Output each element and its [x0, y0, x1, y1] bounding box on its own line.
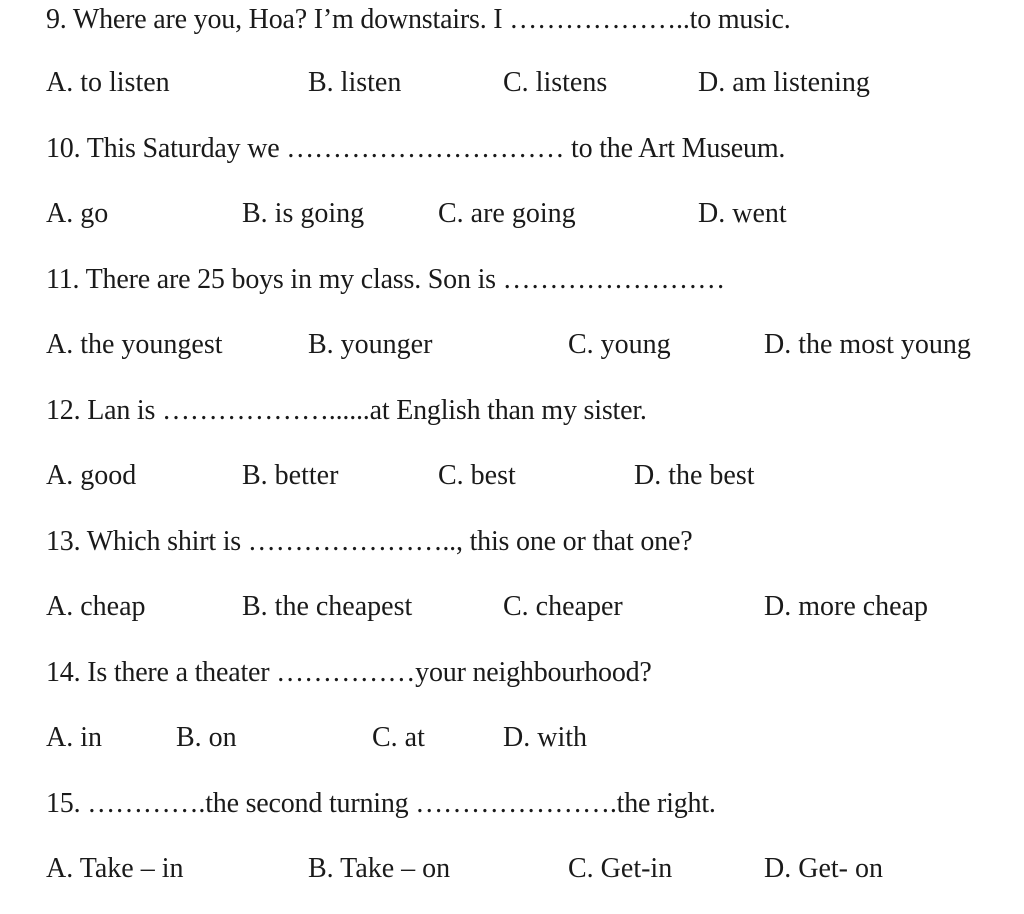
question-14	[0, 653, 1024, 693]
question-10-text: 10. This Saturday we ………………………… to the Art Museum.	[46, 133, 786, 164]
question-9	[0, 0, 1024, 40]
question-14-option-b: B. on	[176, 722, 237, 753]
question-9-option-a: A. to listen	[46, 67, 170, 98]
question-9-option-c: C. listens	[503, 67, 608, 98]
question-12	[0, 391, 1024, 431]
question-15-option-b: B. Take – on	[308, 853, 451, 884]
question-11-option-b: B. younger	[308, 329, 433, 360]
question-9-option-d: D. am listening	[698, 67, 870, 98]
question-13-option-c: C. cheaper	[503, 591, 623, 622]
question-13-text: 13. Which shirt is ………………….., this one or that one?	[46, 526, 693, 557]
question-15-option-a: A. Take – in	[46, 853, 184, 884]
question-14-option-a: A. in	[46, 722, 102, 753]
question-10-option-a: A. go	[46, 198, 109, 229]
question-14-option-c: C. at	[372, 722, 425, 753]
question-11-text: 11. There are 25 boys in my class. Son is ……………………	[46, 264, 726, 295]
question-13	[0, 522, 1024, 562]
question-14-option-d: D. with	[503, 722, 587, 753]
question-11-options	[0, 325, 1024, 365]
question-10-options	[0, 194, 1024, 234]
question-10-option-b: B. is going	[242, 198, 365, 229]
question-10-option-d: D. went	[698, 198, 787, 229]
question-12-option-d: D. the best	[634, 460, 755, 491]
question-15-options	[0, 849, 1024, 889]
question-15-option-d: D. Get- on	[764, 853, 883, 884]
question-12-option-c: C. best	[438, 460, 516, 491]
question-10-option-c: C. are going	[438, 198, 576, 229]
question-14-text: 14. Is there a theater ……………your neighbourhood?	[46, 657, 652, 688]
question-11	[0, 260, 1024, 300]
question-11-option-d: D. the most young	[764, 329, 971, 360]
question-12-option-b: B. better	[242, 460, 339, 491]
question-12-options	[0, 456, 1024, 496]
question-13-option-d: D. more cheap	[764, 591, 929, 622]
question-13-options	[0, 587, 1024, 627]
question-9-text: 9. Where are you, Hoa? I’m downstairs. I ………………..to music.	[46, 4, 791, 35]
question-9-option-b: B. listen	[308, 67, 402, 98]
question-15-text: 15. ………….the second turning ………………….the right.	[46, 788, 716, 819]
question-9-options	[0, 63, 1024, 103]
question-13-option-b: B. the cheapest	[242, 591, 413, 622]
question-10	[0, 129, 1024, 169]
question-15	[0, 784, 1024, 824]
question-11-option-a: A. the youngest	[46, 329, 223, 360]
question-14-options	[0, 718, 1024, 758]
question-15-option-c: C. Get-in	[568, 853, 673, 884]
question-12-text: 12. Lan is ………………......at English than my sister.	[46, 395, 647, 426]
question-13-option-a: A. cheap	[46, 591, 146, 622]
question-11-option-c: C. young	[568, 329, 671, 360]
question-12-option-a: A. good	[46, 460, 137, 491]
